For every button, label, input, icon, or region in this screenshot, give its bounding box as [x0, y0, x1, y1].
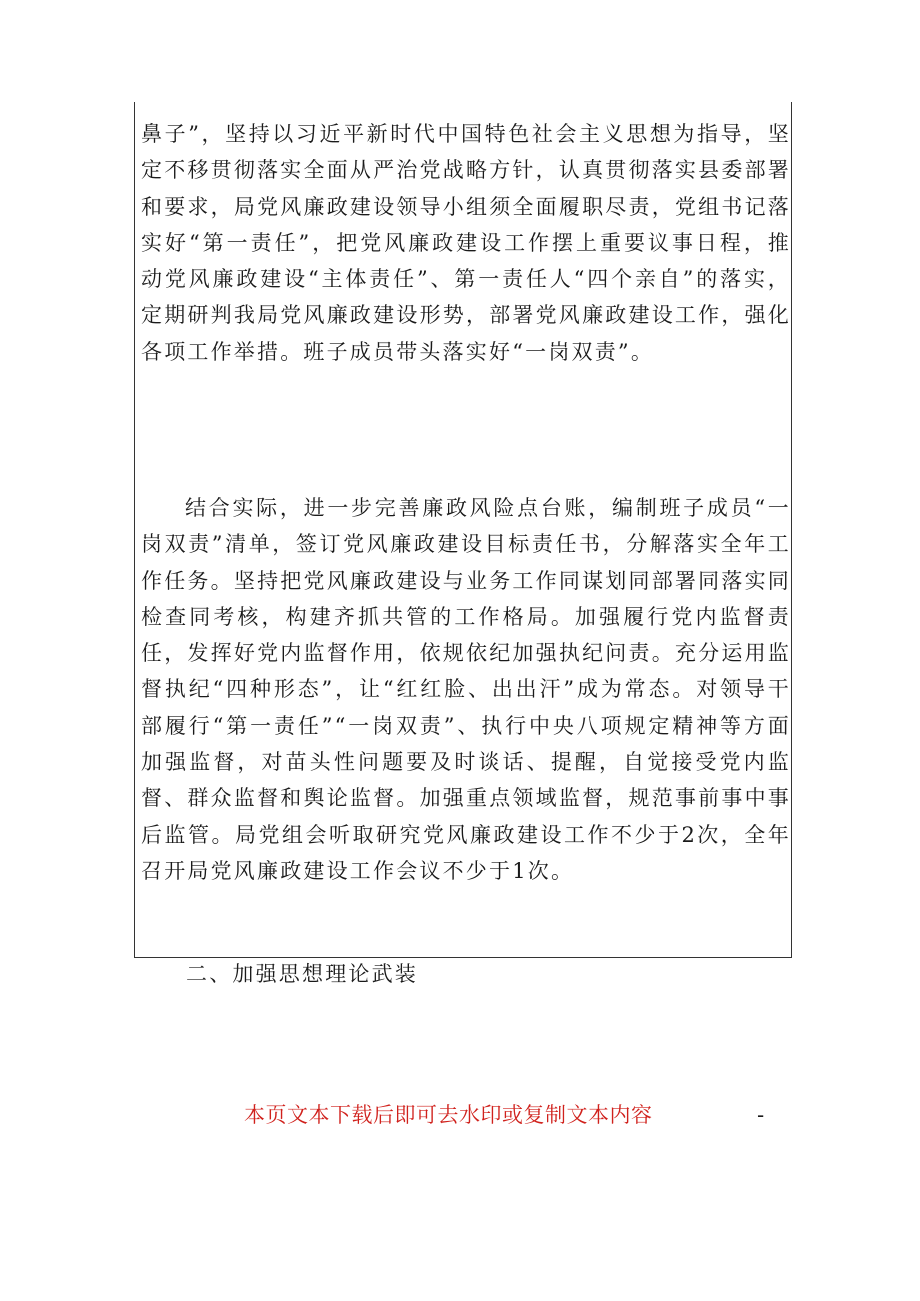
watermark-notice[interactable]: 本页文本下载后即可去水印或复制文本内容	[244, 1103, 653, 1127]
paragraph-2: 结合实际，进一步完善廉政风险点台账，编制班子成员“一岗双责”清单，签订党风廉政建设目标责任书，分解落实全年工作任务。坚持把党风廉政建设与业务工作同谋划同部署同落实同检查同考核，构建齐抓共管的工作格局。加强履行党内监督责任，发挥好党内监督作用，依规依纪加强执纪问责。充分运用监督执纪“四种形态”，让“红红脸、出出汗”成为常态。对领导干部履行“第一责任”“一岗双责”、执行中央八项规定精神等方面加强监督，对苗头性问题要及时谈话、提醒，自觉接受党内监督、群众监督和舆论监督。加强重点领域监督，规范事前事中事后监管。局党组会听取研究党风廉政建设工作不少于2次，全年召开局党风廉政建设工作会议不少于1次。	[141, 496, 791, 883]
paragraph-1: 鼻子”，坚持以习近平新时代中国特色社会主义思想为指导，坚定不移贯彻落实全面从严治党战略方针，认真贯彻落实县委部署和要求，局党风廉政建设领导小组须全面履职尽责，党组书记落实好“第一责任”，把党风廉政建设工作摆上重要议事日程，推动党风廉政建设“主体责任”、第一责任人“四个亲自”的落实，定期研判我局党风廉政建设形势，部署党风廉政建设工作，强化各项工作举措。班子成员带头落实好“一岗双责”。	[141, 122, 791, 364]
section-heading: 二、加强思想理论武装	[186, 962, 418, 986]
text-box	[134, 102, 792, 958]
dash-mark: -	[757, 1103, 765, 1127]
